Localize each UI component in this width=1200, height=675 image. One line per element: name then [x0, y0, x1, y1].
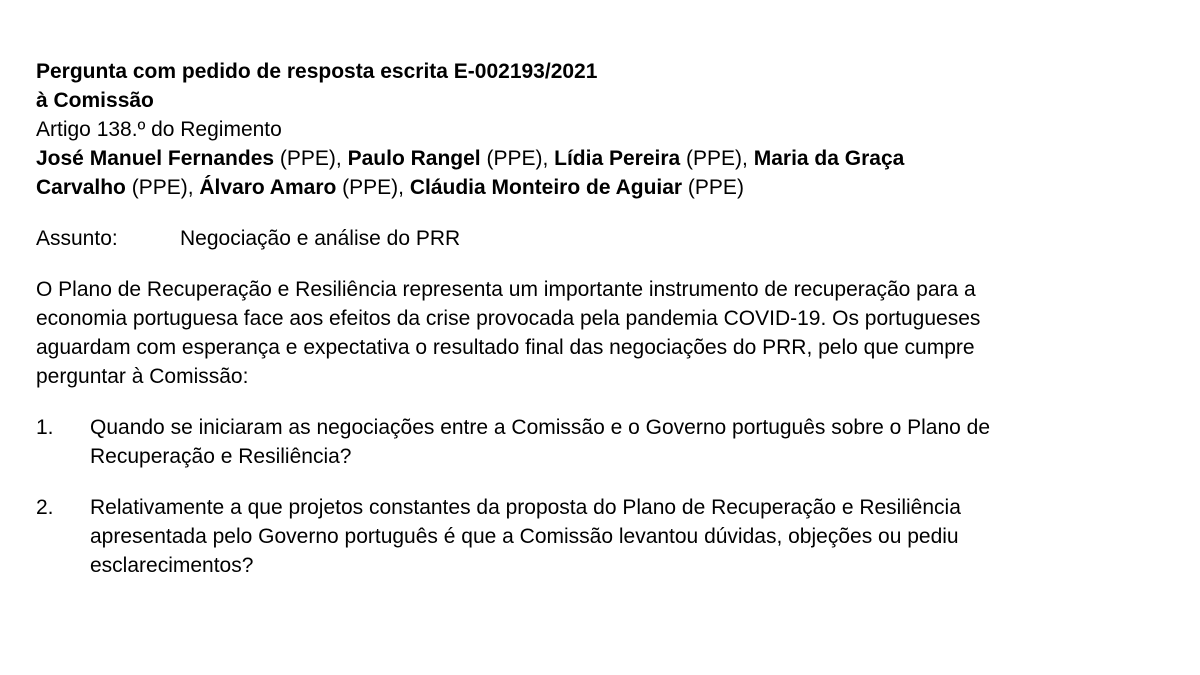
- rule-reference: Artigo 138.º do Regimento: [36, 118, 282, 141]
- author-group: (PPE),: [480, 147, 555, 170]
- question-number: 1.: [36, 416, 54, 439]
- body-line: aguardam com esperança e expectativa o resultado final das negociações do PRR, pelo que cumpre: [36, 336, 975, 359]
- body-line: economia portuguesa face aos efeitos da crise provocada pela pandemia COVID-19. Os portugueses: [36, 307, 981, 330]
- author-group: (PPE): [682, 176, 744, 199]
- author-name: Maria da Graça: [753, 147, 905, 170]
- question-line: Recuperação e Resiliência?: [90, 445, 352, 468]
- addressee: à Comissão: [36, 89, 154, 112]
- question-line: apresentada pelo Governo português é que a Comissão levantou dúvidas, objeções ou pediu: [90, 525, 959, 548]
- question-item: [36, 413, 1186, 471]
- question-line: Relativamente a que projetos constantes da proposta do Plano de Recuperação e Resiliência: [90, 496, 961, 519]
- author-name: Álvaro Amaro: [199, 176, 337, 199]
- body-line: perguntar à Comissão:: [36, 365, 249, 388]
- author-name: José Manuel Fernandes: [36, 147, 275, 170]
- subject-value: Negociação e análise do PRR: [180, 227, 461, 250]
- authors-line-2: [36, 173, 1186, 202]
- subject-label: Assunto:: [36, 227, 118, 250]
- author-group: (PPE),: [680, 147, 754, 170]
- subject-row: [36, 224, 1186, 253]
- author-name: Carvalho: [36, 176, 126, 199]
- document-title: Pergunta com pedido de resposta escrita E-002193/2021: [36, 60, 598, 83]
- body-paragraph: [36, 275, 1186, 391]
- body-line: O Plano de Recuperação e Resiliência representa um importante instrumento de recuperação para a: [36, 278, 976, 301]
- question-line: esclarecimentos?: [90, 554, 254, 577]
- author-group: (PPE),: [274, 147, 348, 170]
- question-line: Quando se iniciaram as negociações entre a Comissão e o Governo português sobre o Plano de: [90, 416, 991, 439]
- question-item: [36, 493, 1186, 580]
- document-page: [36, 57, 1186, 580]
- authors-line-1: [36, 144, 1186, 173]
- author-group: (PPE),: [336, 176, 410, 199]
- author-name: Cláudia Monteiro de Aguiar: [409, 176, 683, 199]
- author-group: (PPE),: [125, 176, 200, 199]
- question-number: 2.: [36, 496, 54, 519]
- author-name: Lídia Pereira: [554, 147, 681, 170]
- author-name: Paulo Rangel: [347, 147, 481, 170]
